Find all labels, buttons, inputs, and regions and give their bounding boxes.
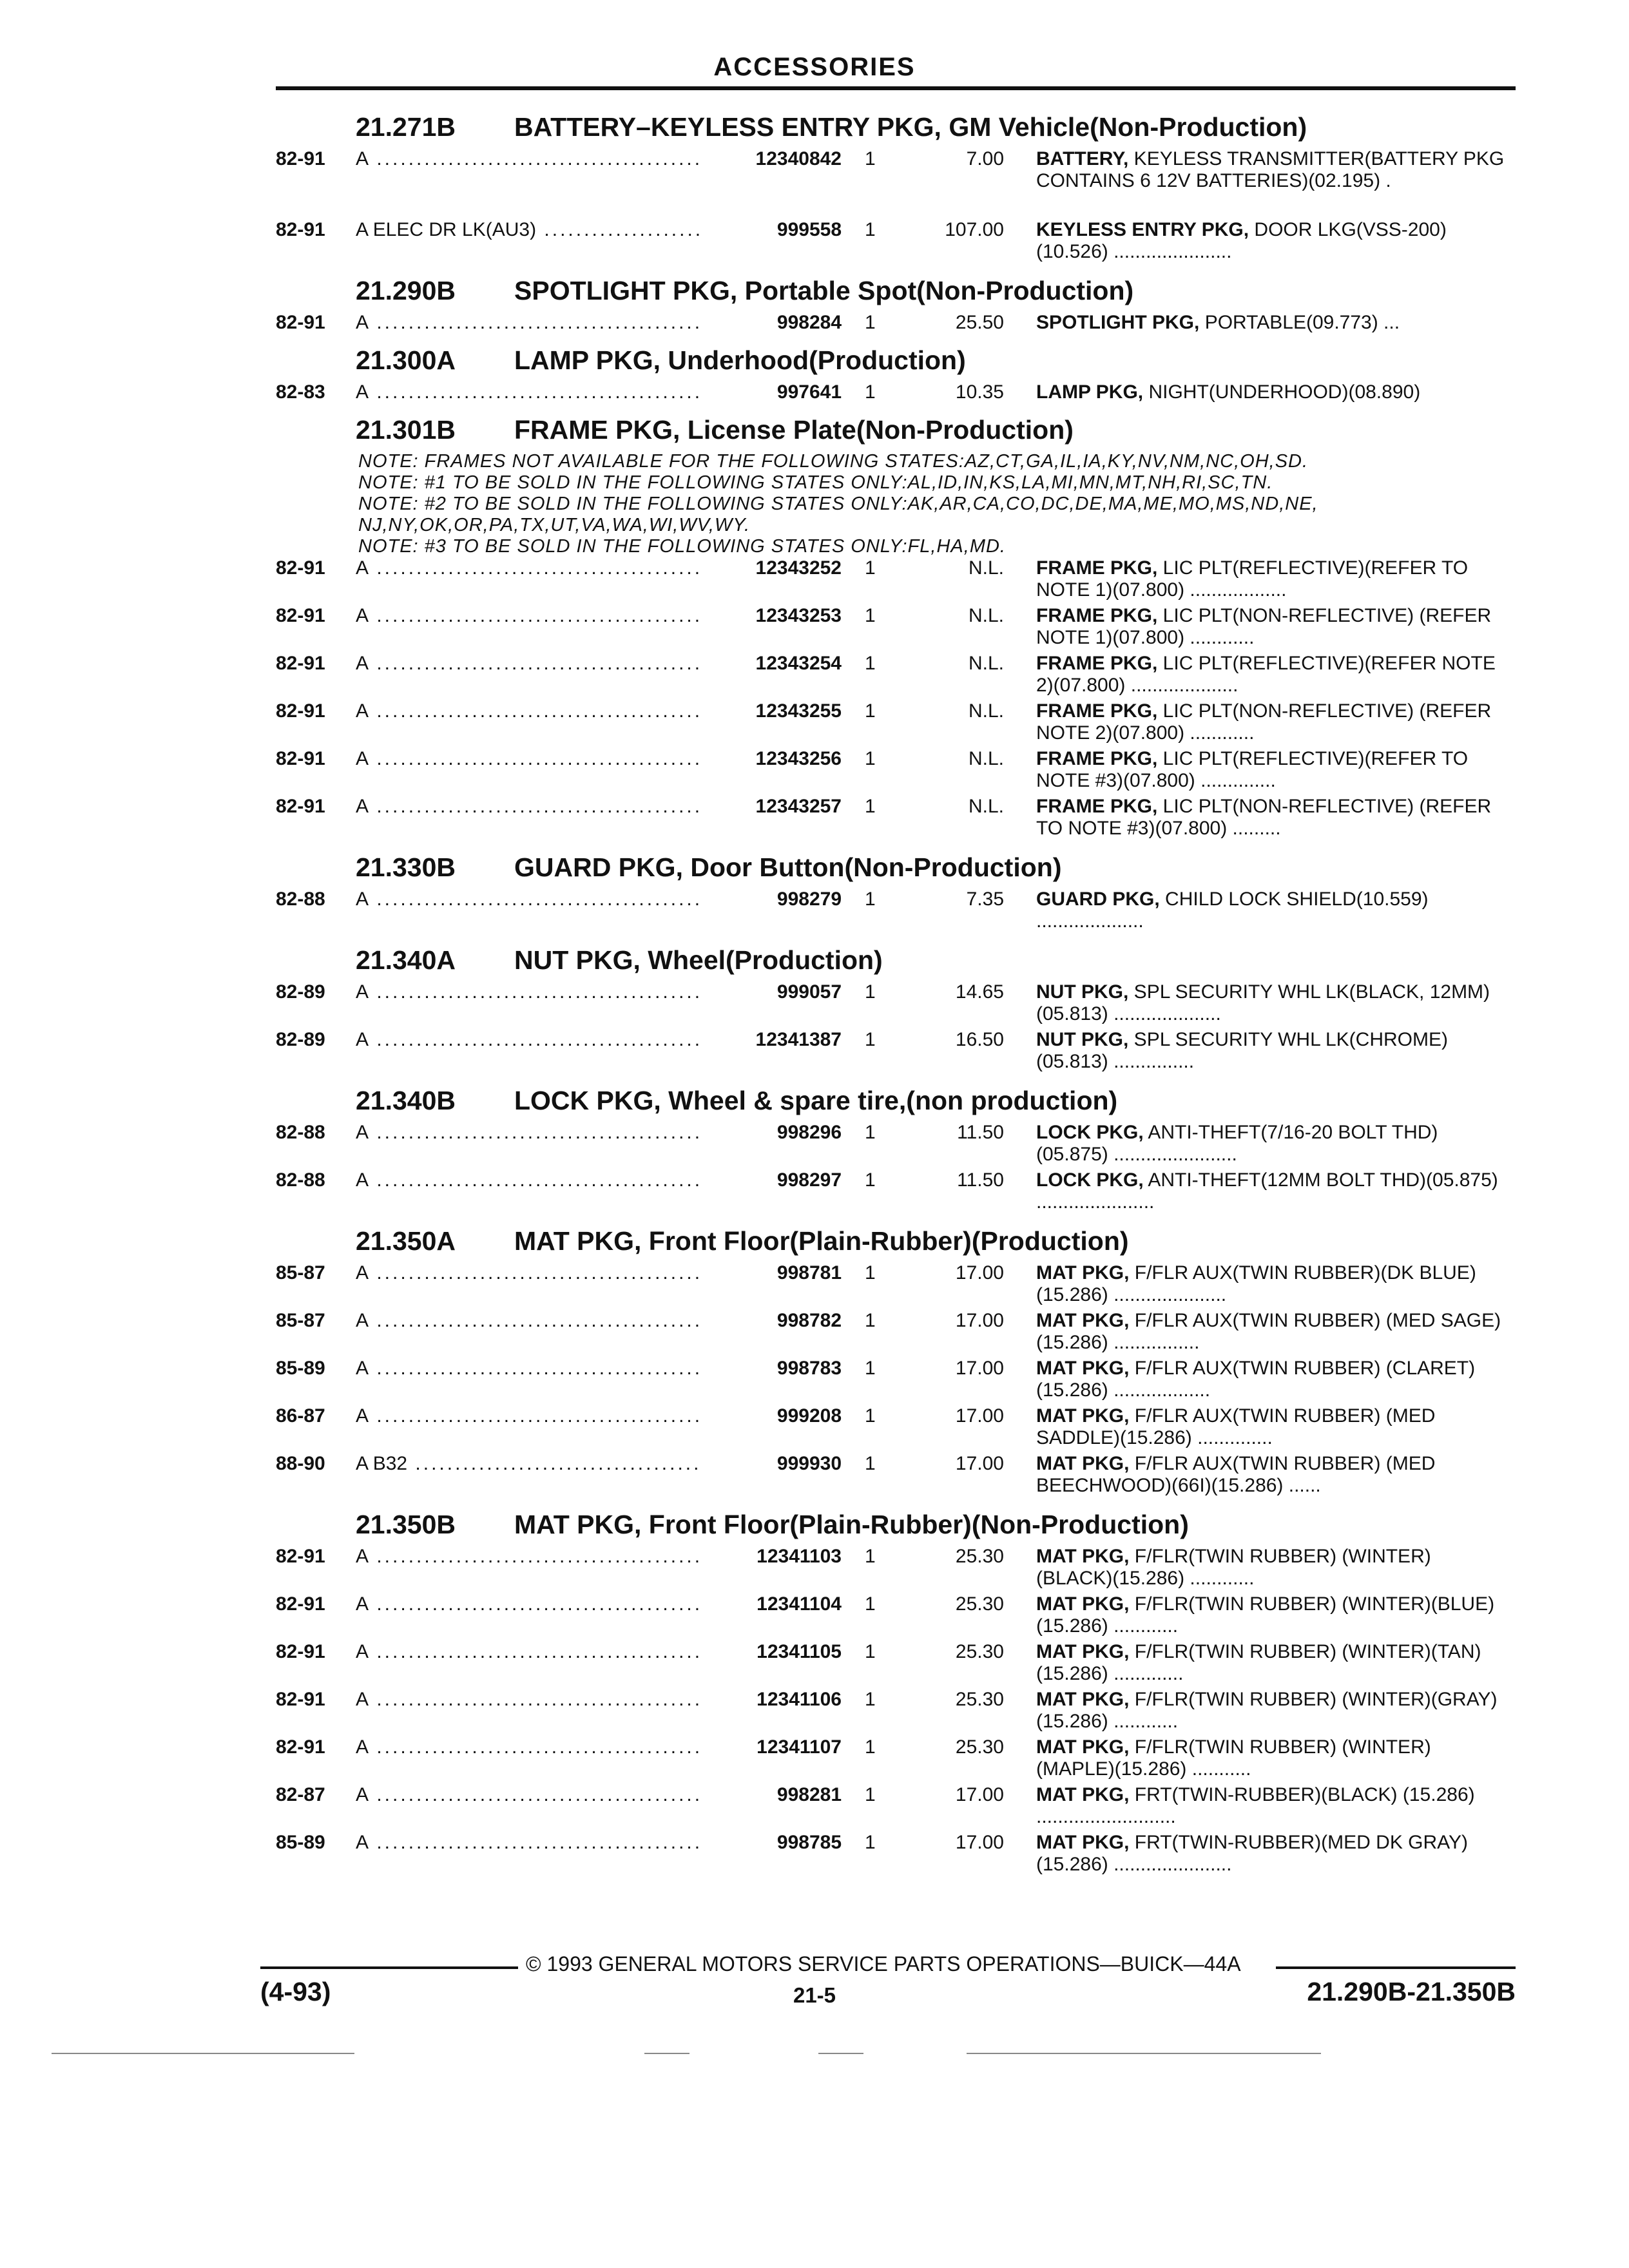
model-code: A .....	[356, 1310, 704, 1332]
quantity: 1	[865, 889, 876, 910]
section-title: FRAME PKG, License Plate(Non-Production)	[514, 415, 1074, 445]
part-number: 12341106	[701, 1689, 842, 1711]
price: N.L.	[968, 700, 1004, 722]
part-detail: CHILD LOCK SHIELD(10.559) ....................	[1036, 889, 1429, 932]
section-title: LOCK PKG, Wheel & spare tire,(non production)	[514, 1086, 1118, 1115]
part-number: 12341103	[701, 1546, 842, 1568]
scan-artifact	[644, 2053, 689, 2054]
part-detail: F/FLR(TWIN RUBBER) (WINTER)(BLUE)(15.286) ............	[1036, 1593, 1495, 1637]
part-row	[0, 1122, 1629, 1169]
part-number: 12343256	[701, 748, 842, 770]
quantity: 1	[865, 748, 876, 769]
model-years: 88-90	[276, 1453, 325, 1474]
quantity: 1	[865, 1310, 876, 1331]
part-number: 999558	[701, 219, 842, 241]
model-years: 82-91	[276, 557, 325, 579]
part-description	[1036, 312, 1507, 334]
part-name: MAT PKG,	[1036, 1832, 1130, 1853]
part-number: 998783	[701, 1358, 842, 1379]
model-years: 82-91	[276, 1593, 325, 1615]
footer-rule-right	[1276, 1966, 1516, 1969]
section-code: 21.301B	[356, 415, 456, 445]
quantity: 1	[865, 796, 876, 817]
quantity: 1	[865, 700, 876, 722]
header-rule	[276, 86, 1516, 90]
part-row	[0, 381, 1629, 406]
part-detail: ANTI-THEFT(12MM BOLT THD)(05.875) ......................	[1036, 1169, 1498, 1213]
footer-page-number: 21-5	[793, 1983, 836, 2007]
model-code: A .....	[356, 748, 704, 770]
part-description	[1036, 1358, 1507, 1401]
footer-date: (4-93)	[260, 1977, 331, 2006]
part-detail: F/FLR AUX(TWIN RUBBER) (CLARET)(15.286) ..................	[1036, 1358, 1476, 1401]
price: N.L.	[968, 796, 1004, 817]
model-code: A .....	[356, 1029, 704, 1051]
model-code: A .....	[356, 1736, 704, 1758]
section-heading	[0, 943, 1629, 981]
part-detail: F/FLR AUX(TWIN RUBBER) (MED BEECHWOOD)(66I)(15.286) ......	[1036, 1453, 1436, 1496]
section-title: MAT PKG, Front Floor(Plain-Rubber)(Production)	[514, 1226, 1129, 1256]
model-years: 82-88	[276, 889, 325, 910]
part-row	[0, 312, 1629, 336]
part-detail: FRT(TWIN-RUBBER)(MED DK GRAY)(15.286) ......................	[1036, 1832, 1468, 1875]
price: 7.00	[966, 148, 1004, 169]
part-name: FRAME PKG,	[1036, 700, 1158, 722]
price: 17.00	[955, 1453, 1004, 1474]
part-description	[1036, 1736, 1507, 1780]
part-row	[0, 1593, 1629, 1641]
part-detail: PORTABLE(09.773) ...	[1199, 312, 1400, 333]
quantity: 1	[865, 312, 876, 333]
scan-artifact	[52, 2053, 354, 2054]
scan-artifact	[967, 2053, 1321, 2054]
part-number: 12341105	[701, 1641, 842, 1663]
price: 17.00	[955, 1310, 1004, 1331]
price: 25.30	[955, 1736, 1004, 1758]
model-code: A ELEC DR LK(AU3) .....	[356, 219, 704, 241]
part-detail: F/FLR(TWIN RUBBER) (WINTER)(GRAY)(15.286) ............	[1036, 1689, 1498, 1732]
part-number: 998785	[701, 1832, 842, 1854]
price: 25.30	[955, 1593, 1004, 1615]
part-row	[0, 1784, 1629, 1832]
section-code: 21.330B	[356, 852, 456, 882]
price: N.L.	[968, 653, 1004, 674]
section-title: SPOTLIGHT PKG, Portable Spot(Non-Production)	[514, 276, 1134, 305]
quantity: 1	[865, 653, 876, 674]
page-title: ACCESSORIES	[713, 53, 916, 81]
part-description	[1036, 981, 1507, 1025]
part-row	[0, 1641, 1629, 1689]
part-detail: SPL SECURITY WHL LK(CHROME)(05.813) ...............	[1036, 1029, 1448, 1072]
model-years: 82-83	[276, 381, 325, 403]
part-detail: LIC PLT(NON-REFLECTIVE) (REFER TO NOTE #3)(07.800) .........	[1036, 796, 1492, 839]
model-code: A .....	[356, 1122, 704, 1144]
part-detail: SPL SECURITY WHL LK(BLACK, 12MM)(05.813) ....................	[1036, 981, 1490, 1024]
part-number: 997641	[701, 381, 842, 403]
quantity: 1	[865, 981, 876, 1003]
model-code: A .....	[356, 796, 704, 818]
model-years: 85-89	[276, 1832, 325, 1853]
model-code: A .....	[356, 1689, 704, 1711]
quantity: 1	[865, 605, 876, 626]
price: 17.00	[955, 1262, 1004, 1283]
price: 7.35	[966, 889, 1004, 910]
part-name: MAT PKG,	[1036, 1736, 1130, 1758]
price: N.L.	[968, 557, 1004, 579]
quantity: 1	[865, 1453, 876, 1474]
part-row	[0, 557, 1629, 605]
part-detail: F/FLR AUX(TWIN RUBBER)(DK BLUE)(15.286) .....................	[1036, 1262, 1476, 1305]
part-description	[1036, 605, 1507, 649]
part-description	[1036, 748, 1507, 792]
part-detail: LIC PLT(REFLECTIVE)(REFER NOTE 2)(07.800) ....................	[1036, 653, 1496, 696]
part-row	[0, 796, 1629, 843]
model-code: A .....	[356, 1405, 704, 1427]
section-code: 21.271B	[356, 112, 456, 142]
part-description	[1036, 1169, 1507, 1213]
part-number: 12341387	[701, 1029, 842, 1051]
quantity: 1	[865, 1122, 876, 1143]
part-row	[0, 1262, 1629, 1310]
part-name: MAT PKG,	[1036, 1262, 1130, 1283]
part-number: 998281	[701, 1784, 842, 1806]
part-row	[0, 889, 1629, 936]
part-name: MAT PKG,	[1036, 1405, 1130, 1427]
part-detail: LIC PLT(REFLECTIVE)(REFER TO NOTE 1)(07.800) ..................	[1036, 557, 1469, 601]
part-name: MAT PKG,	[1036, 1784, 1130, 1805]
part-detail: LIC PLT(REFLECTIVE)(REFER TO NOTE #3)(07.800) ..............	[1036, 748, 1469, 791]
model-years: 82-91	[276, 1641, 325, 1662]
section-code: 21.300A	[356, 345, 456, 375]
section-heading	[0, 850, 1629, 889]
part-description	[1036, 1641, 1507, 1685]
model-years: 82-91	[276, 748, 325, 769]
part-description	[1036, 796, 1507, 840]
part-row	[0, 1453, 1629, 1501]
part-detail: F/FLR(TWIN RUBBER) (WINTER)(BLACK)(15.286) ............	[1036, 1546, 1431, 1589]
part-number: 998279	[701, 889, 842, 910]
part-row	[0, 1405, 1629, 1453]
section-heading	[0, 110, 1629, 148]
model-code: A .....	[356, 981, 704, 1003]
part-number: 998296	[701, 1122, 842, 1144]
model-code: A .....	[356, 381, 704, 403]
part-name: GUARD PKG,	[1036, 889, 1160, 910]
parts-list	[0, 103, 1629, 1879]
model-code: A .....	[356, 148, 704, 170]
section-code: 21.340B	[356, 1086, 456, 1115]
model-code: A .....	[356, 312, 704, 334]
part-number: 12343252	[701, 557, 842, 579]
part-row	[0, 148, 1629, 219]
part-detail: ANTI-THEFT(7/16-20 BOLT THD)(05.875) .......................	[1036, 1122, 1438, 1165]
model-code: A .....	[356, 1593, 704, 1615]
part-detail: KEYLESS TRANSMITTER(BATTERY PKG CONTAINS 6 12V BATTERIES)(02.195) .	[1036, 148, 1505, 191]
model-years: 82-91	[276, 219, 325, 240]
part-name: NUT PKG,	[1036, 1029, 1129, 1050]
part-row	[0, 748, 1629, 796]
section-heading	[0, 1083, 1629, 1122]
quantity: 1	[865, 1641, 876, 1662]
model-years: 82-91	[276, 312, 325, 333]
model-code: A .....	[356, 889, 704, 910]
price: N.L.	[968, 605, 1004, 626]
model-code: A .....	[356, 653, 704, 675]
part-name: LOCK PKG,	[1036, 1169, 1144, 1191]
part-name: MAT PKG,	[1036, 1641, 1130, 1662]
quantity: 1	[865, 1593, 876, 1615]
part-number: 999930	[701, 1453, 842, 1475]
model-years: 82-87	[276, 1784, 325, 1805]
model-years: 82-91	[276, 148, 325, 169]
quantity: 1	[865, 1169, 876, 1191]
price: 25.30	[955, 1641, 1004, 1662]
price: 11.50	[957, 1169, 1004, 1191]
part-number: 998781	[701, 1262, 842, 1284]
part-name: BATTERY,	[1036, 148, 1129, 169]
price: 25.30	[955, 1689, 1004, 1710]
model-code: A .....	[356, 605, 704, 627]
quantity: 1	[865, 148, 876, 169]
part-row	[0, 605, 1629, 653]
part-description	[1036, 1593, 1507, 1637]
price: 17.00	[955, 1784, 1004, 1805]
part-number: 999208	[701, 1405, 842, 1427]
part-description	[1036, 557, 1507, 601]
quantity: 1	[865, 557, 876, 579]
model-years: 82-89	[276, 981, 325, 1003]
part-description	[1036, 1262, 1507, 1306]
price: 25.50	[955, 312, 1004, 333]
model-code: A .....	[356, 1832, 704, 1854]
part-description	[1036, 653, 1507, 697]
part-row	[0, 653, 1629, 700]
quantity: 1	[865, 1689, 876, 1710]
part-name: MAT PKG,	[1036, 1358, 1130, 1379]
section-title: NUT PKG, Wheel(Production)	[514, 945, 883, 975]
part-description	[1036, 1122, 1507, 1166]
model-years: 85-89	[276, 1358, 325, 1379]
part-detail: F/FLR AUX(TWIN RUBBER) (MED SADDLE)(15.286) ..............	[1036, 1405, 1436, 1448]
section-title: BATTERY–KEYLESS ENTRY PKG, GM Vehicle(Non-Production)	[514, 112, 1307, 142]
part-description	[1036, 1689, 1507, 1733]
part-detail: NIGHT(UNDERHOOD)(08.890)	[1143, 381, 1421, 403]
model-code: A .....	[356, 1784, 704, 1806]
part-row	[0, 1358, 1629, 1405]
footer-rule-left	[260, 1966, 518, 1969]
part-description	[1036, 1784, 1507, 1828]
part-name: FRAME PKG,	[1036, 748, 1158, 769]
model-years: 82-91	[276, 653, 325, 674]
section-code: 21.350A	[356, 1226, 456, 1256]
model-code: A .....	[356, 1546, 704, 1568]
part-description	[1036, 1029, 1507, 1073]
section-note: NOTE: #3 TO BE SOLD IN THE FOLLOWING STATES ONLY:FL,HA,MD.	[358, 536, 1006, 557]
part-name: MAT PKG,	[1036, 1310, 1130, 1331]
price: 14.65	[955, 981, 1004, 1003]
part-row	[0, 1832, 1629, 1879]
quantity: 1	[865, 219, 876, 240]
part-detail: FRT(TWIN-RUBBER)(BLACK) (15.286) ..........................	[1036, 1784, 1475, 1827]
part-description	[1036, 1832, 1507, 1876]
price: 107.00	[945, 219, 1004, 240]
price: 17.00	[955, 1405, 1004, 1427]
part-number: 12343253	[701, 605, 842, 627]
quantity: 1	[865, 1358, 876, 1379]
part-description	[1036, 148, 1507, 192]
model-years: 82-91	[276, 1736, 325, 1758]
section-code: 21.340A	[356, 945, 456, 975]
part-row	[0, 1689, 1629, 1736]
price: 17.00	[955, 1358, 1004, 1379]
model-years: 82-88	[276, 1169, 325, 1191]
part-detail: DOOR LKG(VSS-200)(10.526) ......................	[1036, 219, 1447, 262]
part-number: 12341104	[701, 1593, 842, 1615]
part-number: 998284	[701, 312, 842, 334]
part-description	[1036, 700, 1507, 744]
part-detail: F/FLR(TWIN RUBBER) (WINTER)(MAPLE)(15.286) ...........	[1036, 1736, 1431, 1780]
part-number: 998297	[701, 1169, 842, 1191]
price: 11.50	[957, 1122, 1004, 1143]
part-number: 12343257	[701, 796, 842, 818]
section-title: MAT PKG, Front Floor(Plain-Rubber)(Non-Production)	[514, 1510, 1189, 1539]
model-years: 85-87	[276, 1262, 325, 1283]
model-years: 82-91	[276, 1546, 325, 1567]
section-heading	[0, 1224, 1629, 1262]
part-row	[0, 700, 1629, 748]
part-row	[0, 1736, 1629, 1784]
part-name: FRAME PKG,	[1036, 557, 1158, 579]
part-number: 12340842	[701, 148, 842, 170]
model-years: 82-91	[276, 796, 325, 817]
part-row	[0, 1310, 1629, 1358]
quantity: 1	[865, 1546, 876, 1567]
model-code: A .....	[356, 1641, 704, 1663]
part-name: FRAME PKG,	[1036, 653, 1158, 674]
part-row	[0, 219, 1629, 267]
quantity: 1	[865, 1784, 876, 1805]
model-code: A .....	[356, 1358, 704, 1379]
part-row	[0, 981, 1629, 1029]
section-note: NOTE: #1 TO BE SOLD IN THE FOLLOWING STATES ONLY:AL,ID,IN,KS,LA,MI,MN,MT,NH,RI,SC,TN.	[358, 472, 1273, 493]
price: N.L.	[968, 748, 1004, 769]
part-name: SPOTLIGHT PKG,	[1036, 312, 1200, 333]
part-number: 999057	[701, 981, 842, 1003]
quantity: 1	[865, 1736, 876, 1758]
part-name: MAT PKG,	[1036, 1593, 1130, 1615]
part-description	[1036, 1546, 1507, 1590]
section-note: NJ,NY,OK,OR,PA,TX,UT,VA,WA,WI,WV,WY.	[358, 515, 751, 535]
section-note: NOTE: FRAMES NOT AVAILABLE FOR THE FOLLOWING STATES:AZ,CT,GA,IL,IA,KY,NV,NM,NC,OH,SD.	[358, 451, 1309, 472]
model-years: 85-87	[276, 1310, 325, 1331]
model-code: A .....	[356, 557, 704, 579]
model-years: 82-88	[276, 1122, 325, 1143]
part-row	[0, 1169, 1629, 1217]
part-number: 12343255	[701, 700, 842, 722]
quantity: 1	[865, 1832, 876, 1853]
part-name: KEYLESS ENTRY PKG,	[1036, 219, 1249, 240]
part-number: 998782	[701, 1310, 842, 1332]
model-code: A .....	[356, 1262, 704, 1284]
part-name: MAT PKG,	[1036, 1689, 1130, 1710]
price: 17.00	[955, 1832, 1004, 1853]
quantity: 1	[865, 1262, 876, 1283]
section-code: 21.350B	[356, 1510, 456, 1539]
section-heading	[0, 343, 1629, 381]
part-name: NUT PKG,	[1036, 981, 1129, 1003]
part-description	[1036, 1453, 1507, 1497]
part-detail: LIC PLT(NON-REFLECTIVE) (REFER NOTE 2)(07.800) ............	[1036, 700, 1492, 744]
part-description	[1036, 1310, 1507, 1354]
model-years: 86-87	[276, 1405, 325, 1427]
section-heading	[0, 273, 1629, 312]
part-name: MAT PKG,	[1036, 1453, 1130, 1474]
part-number: 12341107	[701, 1736, 842, 1758]
part-row	[0, 1029, 1629, 1077]
model-code: A .....	[356, 1169, 704, 1191]
footer-section-range: 21.290B-21.350B	[1307, 1977, 1516, 2006]
part-name: FRAME PKG,	[1036, 796, 1158, 817]
section-heading	[0, 412, 1629, 451]
part-description	[1036, 219, 1507, 263]
price: 16.50	[955, 1029, 1004, 1050]
model-years: 82-91	[276, 1689, 325, 1710]
section-code: 21.290B	[356, 276, 456, 305]
section-title: GUARD PKG, Door Button(Non-Production)	[514, 852, 1062, 882]
part-description	[1036, 1405, 1507, 1449]
price: 10.35	[955, 381, 1004, 403]
quantity: 1	[865, 1029, 876, 1050]
part-detail: F/FLR AUX(TWIN RUBBER) (MED SAGE)(15.286) ................	[1036, 1310, 1501, 1353]
part-name: FRAME PKG,	[1036, 605, 1158, 626]
model-code: A B32 .....	[356, 1453, 704, 1475]
model-years: 82-91	[276, 700, 325, 722]
model-code: A .....	[356, 700, 704, 722]
part-name: LOCK PKG,	[1036, 1122, 1144, 1143]
part-name: MAT PKG,	[1036, 1546, 1130, 1567]
part-detail: F/FLR(TWIN RUBBER) (WINTER)(TAN)(15.286) .............	[1036, 1641, 1481, 1684]
part-detail: LIC PLT(NON-REFLECTIVE) (REFER NOTE 1)(07.800) ............	[1036, 605, 1492, 648]
part-description	[1036, 381, 1507, 403]
part-description	[1036, 889, 1507, 932]
section-heading	[0, 1507, 1629, 1546]
section-note: NOTE: #2 TO BE SOLD IN THE FOLLOWING STATES ONLY:AK,AR,CA,CO,DC,DE,MA,ME,MO,MS,ND,NE,	[358, 494, 1318, 514]
section-title: LAMP PKG, Underhood(Production)	[514, 345, 966, 375]
price: 25.30	[955, 1546, 1004, 1567]
model-years: 82-89	[276, 1029, 325, 1050]
quantity: 1	[865, 1405, 876, 1427]
part-row	[0, 1546, 1629, 1593]
quantity: 1	[865, 381, 876, 403]
part-number: 12343254	[701, 653, 842, 675]
model-years: 82-91	[276, 605, 325, 626]
part-name: LAMP PKG,	[1036, 381, 1144, 403]
footer-copyright: © 1993 GENERAL MOTORS SERVICE PARTS OPERATIONS—BUICK—44A	[526, 1952, 1241, 1975]
scan-artifact	[818, 2053, 863, 2054]
